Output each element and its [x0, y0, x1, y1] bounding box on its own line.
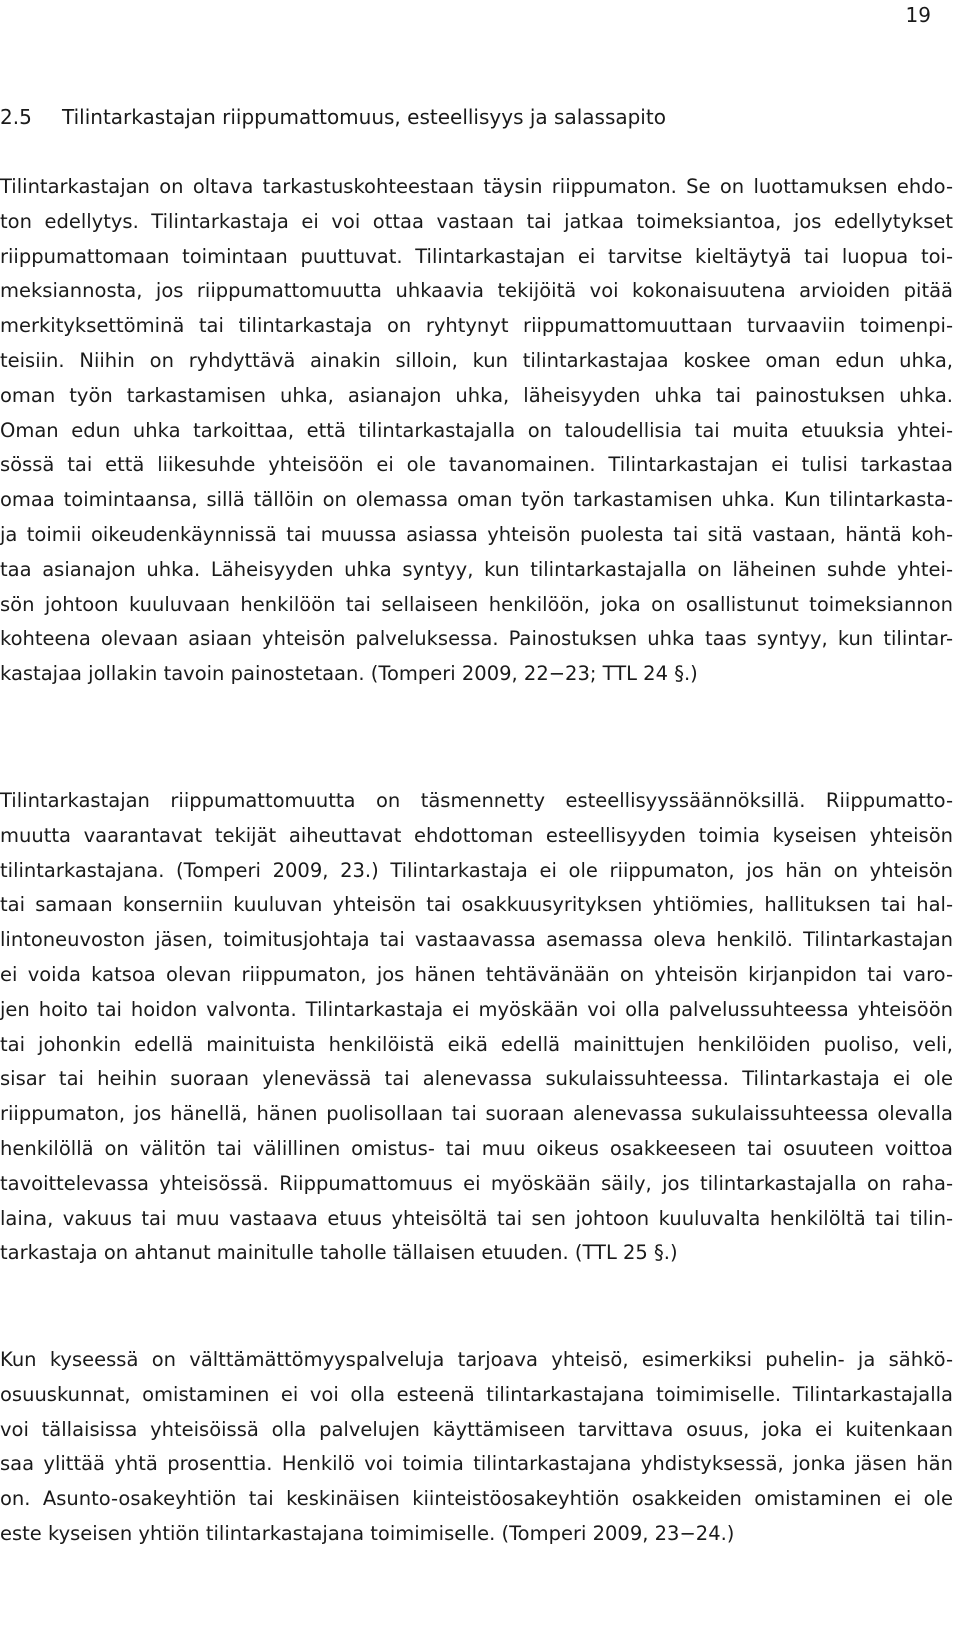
paragraph-line: tavoittelevassa yhteisössä. Riippumattomuus ei myöskään säily, jos tilintarkastajalla on raha- — [0, 1171, 953, 1195]
paragraph-line: saa ylittää yhtä prosenttia. Henkilö voi toimia tilintarkastajana yhdistyksessä, jonka jäsen hän — [0, 1452, 953, 1476]
paragraph-line: tarkastaja on ahtanut mainitulle taholle tällaisen etuuden. (TTL 25 §.) — [0, 1241, 678, 1265]
paragraph-line: oman työn tarkastamisen uhka, asianajon uhka, läheisyyden uhka tai painostuksen uhka. — [0, 383, 953, 407]
paragraph-line: taa asianajon uhka. Läheisyyden uhka syntyy, kun tilintarkastajalla on läheinen suhde yhtei- — [0, 557, 953, 581]
paragraph-line: tilintarkastajana. (Tomperi 2009, 23.) Tilintarkastaja ei ole riippumaton, jos hän on yhteisön — [0, 858, 953, 882]
paragraph-line: tai johonkin edellä mainituista henkilöistä eikä edellä mainittujen henkilöiden puoliso, veli, — [0, 1032, 953, 1056]
section-title: Tilintarkastajan riippumattomuus, esteellisyys ja salassapito — [62, 105, 666, 129]
paragraph-line: kohteena olevaan asiaan yhteisön palveluksessa. Painostuksen uhka taas syntyy, kun tilintar- — [0, 627, 953, 651]
paragraph-line: riippumaton, jos hänellä, hänen puolisollaan tai suoraan alenevassa sukulaissuhteessa olevalla — [0, 1102, 953, 1126]
paragraph-line: kastajaa jollakin tavoin painostetaan. (Tomperi 2009, 22−23; TTL 24 §.) — [0, 662, 698, 686]
paragraph-disqualification — [0, 784, 953, 1271]
paragraph-line: merkityksettöminä tai tilintarkastaja on ryhtynyt riippumattomuuttaan turvaaviin toimenpi- — [0, 314, 953, 338]
paragraph-line: ei voida katsoa olevan riippumaton, jos hänen tehtävänään on yhteisön kirjanpidon tai varo- — [0, 962, 953, 986]
paragraph-line: sön johtoon kuuluvaan henkilöön tai sellaiseen henkilöön, joka on osallistunut toimeksiannon — [0, 592, 953, 616]
section-heading — [0, 104, 666, 130]
paragraph-independence — [0, 170, 953, 692]
paragraph-line: tai samaan konserniin kuuluvan yhteisön tai osakkuusyrityksen yhtiömies, hallituksen tai hal- — [0, 893, 953, 917]
paragraph-line: laina, vakuus tai muu vastaava etuus yhteisöltä tai sen johtoon kuuluvalta henkilöltä tai tilin- — [0, 1206, 953, 1230]
paragraph-line: jen hoito tai hoidon valvonta. Tilintarkastaja ei myöskään voi olla palvelussuhteessa yhteisöön — [0, 997, 953, 1021]
page-number: 19 — [905, 3, 931, 27]
paragraph-essential-services — [0, 1343, 953, 1552]
paragraph-line: muutta vaarantavat tekijät aiheuttavat ehdottoman esteellisyyden toimia kyseisen yhteisön — [0, 823, 953, 847]
paragraph-line: lintoneuvoston jäsen, toimitusjohtaja tai vastaavassa asemassa oleva henkilö. Tilintarkastajan — [0, 928, 953, 952]
paragraph-line: osuuskunnat, omistaminen ei voi olla esteenä tilintarkastajana toimimiselle. Tilintarkastajalla — [0, 1382, 953, 1406]
paragraph-line: on. Asunto-osakeyhtiön tai keskinäisen kiinteistöosakeyhtiön osakkeiden omistaminen ei ole — [0, 1487, 953, 1511]
paragraph-line: omaa toimintaansa, sillä tällöin on olemassa oman työn tarkastamisen uhka. Kun tilintarkasta- — [0, 488, 953, 512]
paragraph-line: este kyseisen yhtiön tilintarkastajana toimimiselle. (Tomperi 2009, 23−24.) — [0, 1521, 735, 1545]
section-number: 2.5 — [0, 105, 32, 129]
paragraph-line: Oman edun uhka tarkoittaa, että tilintarkastajalla on taloudellisia tai muita etuuksia yhtei- — [0, 418, 953, 442]
paragraph-line: Tilintarkastajan on oltava tarkastuskohteestaan täysin riippumaton. Se on luottamuksen ehdo- — [0, 175, 953, 198]
paragraph-line: Tilintarkastajan riippumattomuutta on täsmennetty esteellisyyssäännöksillä. Riippumatto- — [0, 789, 953, 812]
paragraph-line: voi tällaisissa yhteisöissä olla palvelujen käyttämiseen tarvittava osuus, joka ei kuitenkaan — [0, 1417, 953, 1441]
paragraph-line: sössä tai että liikesuhde yhteisöön ei ole tavanomainen. Tilintarkastajan ei tulisi tarkastaa — [0, 453, 953, 477]
paragraph-line: ton edellytys. Tilintarkastaja ei voi ottaa vastaan tai jatkaa toimeksiantoa, jos edellytykset — [0, 209, 953, 233]
paragraph-line: riippumattomaan toimintaan puuttuvat. Tilintarkastajan ei tarvitse kieltäytyä tai luopua toi- — [0, 244, 953, 268]
paragraph-line: teisiin. Niihin on ryhdyttävä ainakin silloin, kun tilintarkastajaa koskee oman edun uhka, — [0, 348, 953, 372]
paragraph-line: Kun kyseessä on välttämättömyyspalveluja tarjoava yhteisö, esimerkiksi puhelin- ja sähkö- — [0, 1348, 953, 1371]
paragraph-line: ja toimii oikeudenkäynnissä tai muussa asiassa yhteisön puolesta tai sitä vastaan, häntä koh- — [0, 522, 953, 546]
paragraph-line: meksiannosta, jos riippumattomuutta uhkaavia tekijöitä voi kokonaisuutena arvioiden pitää — [0, 279, 953, 303]
paragraph-line: henkilöllä on välitön tai välillinen omistus- tai muu oikeus osakkeeseen tai osuuteen voittoa — [0, 1136, 953, 1160]
paragraph-line: sisar tai heihin suoraan ylenevässä tai alenevassa sukulaissuhteessa. Tilintarkastaja ei ole — [0, 1067, 953, 1091]
